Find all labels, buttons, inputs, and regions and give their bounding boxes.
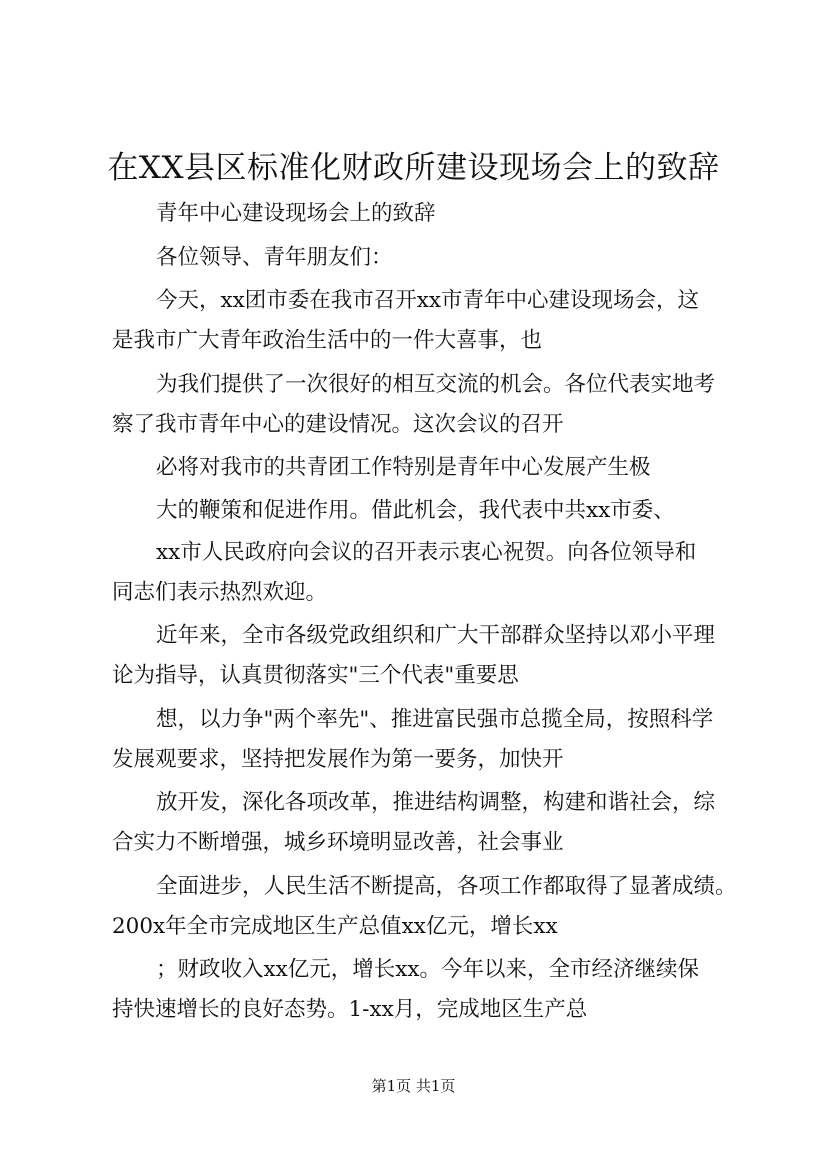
paragraph-line: 200x年全市完成地区生产总值xx亿元，增长xx	[112, 914, 558, 939]
paragraph-line: 持快速增长的良好态势。1-xx月，完成地区生产总	[112, 997, 588, 1022]
subtitle-line: 青年中心建设现场会上的致辞	[156, 201, 436, 226]
paragraph-line: ；财政收入xx亿元，增长xx。今年以来，全市经济继续保	[156, 957, 700, 982]
paragraph-line: 是我市广大青年政治生活中的一件大喜事，也	[112, 328, 543, 353]
paragraph-line: 全面进步，人民生活不断提高，各项工作都取得了显著成绩。	[156, 874, 737, 899]
paragraph-line: 想，以力争"两个率先"、推进富民强市总揽全局，按照科学	[156, 707, 714, 732]
paragraph-line: 为我们提供了一次很好的相互交流的机会。各位代表实地考	[156, 372, 716, 397]
salutation-line: 各位领导、青年朋友们：	[156, 245, 393, 270]
paragraph-line: 合实力不断增强，城乡环境明显改善，社会事业	[112, 830, 564, 855]
paragraph-line: 察了我市青年中心的建设情况。这次会议的召开	[112, 412, 564, 437]
paragraph-line: 大的鞭策和促进作用。借此机会，我代表中共xx市委、	[156, 498, 675, 523]
paragraph-line: 发展观要求，坚持把发展作为第一要务，加快开	[112, 747, 564, 772]
document-title: 在XX县区标准化财政所建设现场会上的致辞	[107, 150, 720, 186]
paragraph-line: 近年来，全市各级党政组织和广大干部群众坚持以邓小平理	[156, 623, 716, 648]
paragraph-line: 论为指导，认真贯彻落实"三个代表"重要思	[112, 663, 519, 688]
paragraph-line: 今天，xx团市委在我市召开xx市青年中心建设现场会，这	[156, 288, 700, 313]
paragraph-line: 放开发，深化各项改革，推进结构调整，构建和谐社会，综	[156, 790, 716, 815]
page-footer: 第1页 共1页	[371, 1077, 456, 1095]
paragraph-line: xx市人民政府向会议的召开表示衷心祝贺。向各位领导和	[156, 540, 697, 565]
paragraph-line: 同志们表示热烈欢迎。	[112, 580, 328, 605]
paragraph-line: 必将对我市的共青团工作特别是青年中心发展产生极	[156, 455, 651, 480]
